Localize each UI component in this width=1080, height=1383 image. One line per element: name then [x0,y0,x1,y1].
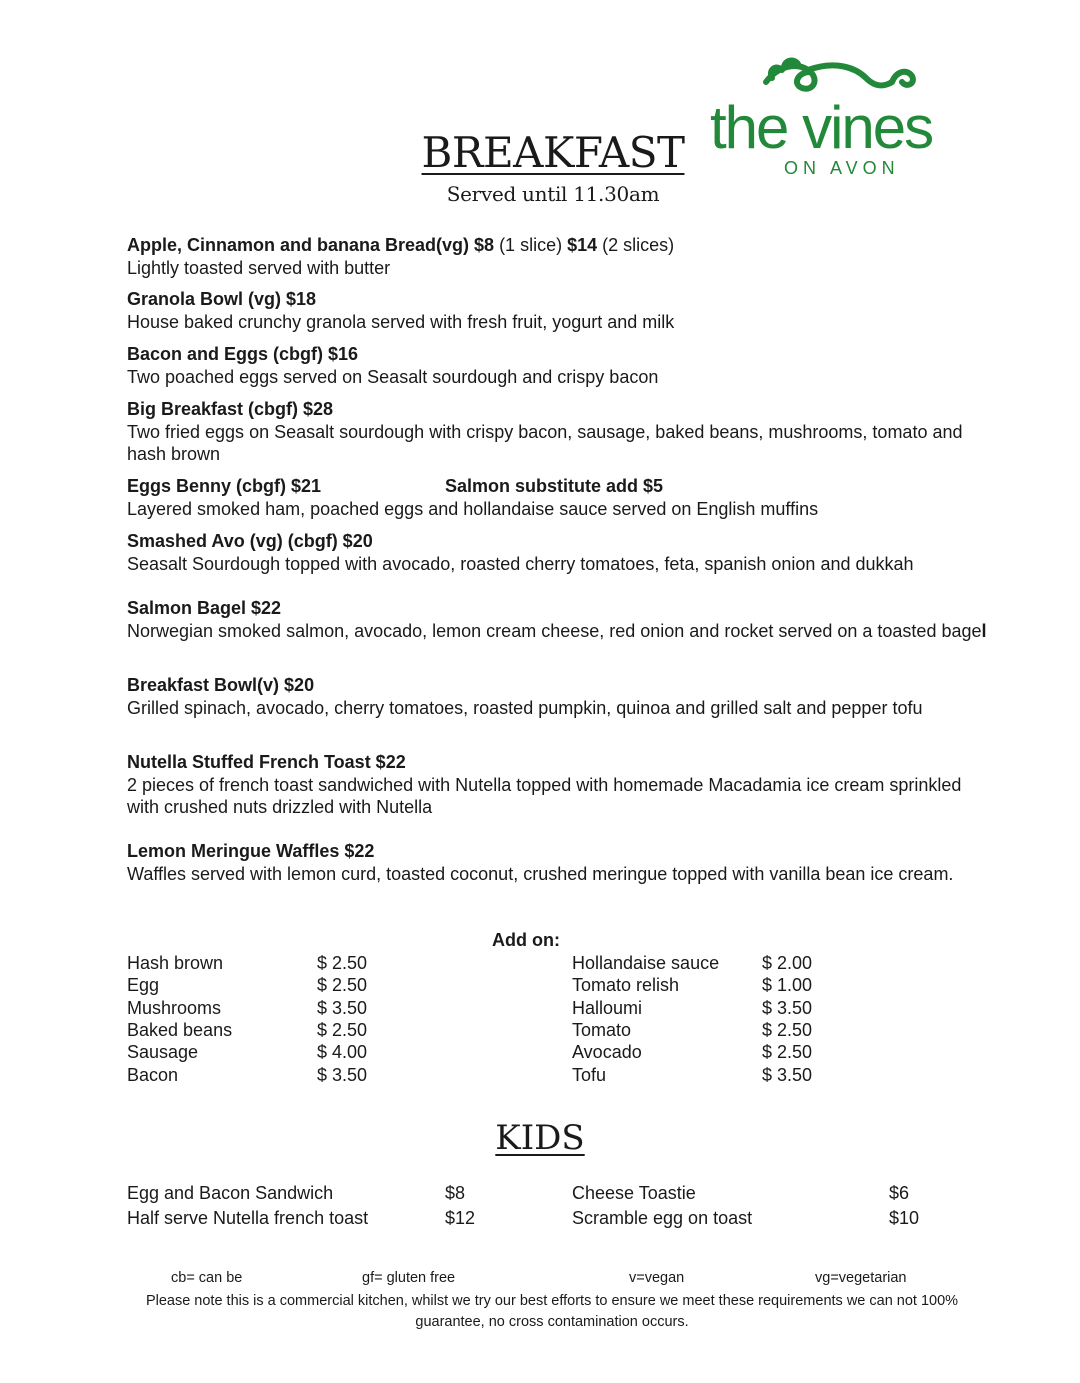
addon-name: Baked beans [127,1020,233,1040]
addon-name: Tofu [572,1065,607,1085]
item-name: Salmon Bagel $22 [127,598,282,618]
addon-name: Mushrooms [127,998,222,1018]
addon-price: $ 3.50 [317,998,368,1018]
menu-item [127,530,997,575]
addon-price: $ 3.50 [762,1065,813,1085]
addons-heading: Add on: [492,930,560,950]
addon-price: $ 3.50 [762,998,813,1018]
kids-item-price: $12 [445,1208,476,1228]
menu-item [127,751,987,819]
page-title: BREAKFAST [421,128,685,177]
kids-item-name: Egg and Bacon Sandwich [127,1183,334,1203]
kids-item-name: Scramble egg on toast [572,1208,753,1228]
addon-price: $ 2.50 [762,1042,813,1062]
addon-price: $ 3.50 [317,1065,368,1085]
addon-name: Tomato relish [572,975,680,995]
menu-item [127,840,987,885]
legend-gf: gf= gluten free [362,1270,456,1286]
menu-item [127,343,987,388]
legend-vg: vg=vegetarian [815,1270,907,1286]
item-description-end: l [981,620,987,641]
item-description: House baked crunchy granola served with fresh fruit, yogurt and milk [127,311,675,332]
item-name: Big Breakfast (cbgf) $28 [127,399,334,419]
item-description: Grilled spinach, avocado, cherry tomatoes, roasted pumpkin, quinoa and grilled salt and pepper tofu [127,697,923,718]
logo-subtext: ON AVON [784,158,900,178]
logo-wordmark: the vines [710,94,933,161]
item-name: Smashed Avo (vg) (cbgf) $20 [127,531,373,551]
item-name: Breakfast Bowl(v) $20 [127,675,315,695]
item-extra: (1 slice) [494,235,568,255]
addon-price: $ 2.00 [762,953,813,973]
addon-name: Sausage [127,1042,199,1062]
item-description: Layered smoked ham, poached eggs and hollandaise sauce served on English muffins [127,498,819,519]
item-name: Bacon and Eggs (cbgf) $16 [127,344,359,364]
item-name: Lemon Meringue Waffles $22 [127,841,375,861]
allergen-note: Please note this is a commercial kitchen, whilst we try our best efforts to ensure we meet these requirements we can not 100% guarantee, no cross contamination occurs. [145,1293,959,1330]
kids-item-price: $10 [889,1208,920,1228]
item-name: Granola Bowl (vg) $18 [127,289,317,309]
item-description: Two fried eggs on Seasalt sourdough with crispy bacon, sausage, baked beans, mushrooms, tomato and hash brown [127,421,963,464]
kids-item-name: Half serve Nutella french toast [127,1208,369,1228]
menu-item [127,597,987,642]
menu-item [127,398,987,466]
item-description: Waffles served with lemon curd, toasted coconut, crushed meringue topped with vanilla bean ice cream. [127,863,954,884]
item-extra-price: $14 [567,235,598,255]
addon-name: Avocado [572,1042,642,1062]
item-description: Norwegian smoked salmon, avocado, lemon cream cheese, red onion and rocket served on a toasted bage [127,620,982,641]
menu-item [127,674,987,719]
item-description: Seasalt Sourdough topped with avocado, roasted cherry tomatoes, feta, spanish onion and dukkah [127,553,914,574]
legend-cb: cb= can be [171,1270,243,1286]
addon-price: $ 4.00 [317,1042,368,1062]
menu-item [127,475,987,520]
addon-price: $ 1.00 [762,975,813,995]
addon-price: $ 2.50 [317,953,368,973]
addon-name: Tomato [572,1020,632,1040]
item-description: Lightly toasted served with butter [127,257,391,278]
item-description: 2 pieces of french toast sandwiched with Nutella topped with homemade Macadamia ice cream sprinkled with crushed nuts drizzled with Nutella [127,774,962,817]
kids-item-price: $6 [889,1183,910,1203]
addon-name: Hollandaise sauce [572,953,720,973]
addon-name: Hash brown [127,953,224,973]
kids-section-title: KIDS [495,1118,585,1158]
item-name: Apple, Cinnamon and banana Bread(vg) $8 [127,235,495,255]
page-subtitle: Served until 11.30am [446,182,660,206]
menu-item [127,288,987,333]
addon-price: $ 2.50 [317,1020,368,1040]
item-name: Nutella Stuffed French Toast $22 [127,752,406,772]
addon-price: $ 2.50 [762,1020,813,1040]
legend-v: v=vegan [629,1270,685,1286]
addon-price: $ 2.50 [317,975,368,995]
kids-item-price: $8 [445,1183,466,1203]
item-description: Two poached eggs served on Seasalt sourdough and crispy bacon [127,366,659,387]
kids-item-name: Cheese Toastie [572,1183,696,1203]
addon-name: Egg [127,975,160,995]
menu-item [127,234,987,279]
addon-name: Bacon [127,1065,179,1085]
item-extra: (2 slices) [597,235,675,255]
addon-name: Halloumi [572,998,643,1018]
item-side-note: Salmon substitute add $5 [445,476,664,496]
item-name: Eggs Benny (cbgf) $21 [127,476,322,496]
